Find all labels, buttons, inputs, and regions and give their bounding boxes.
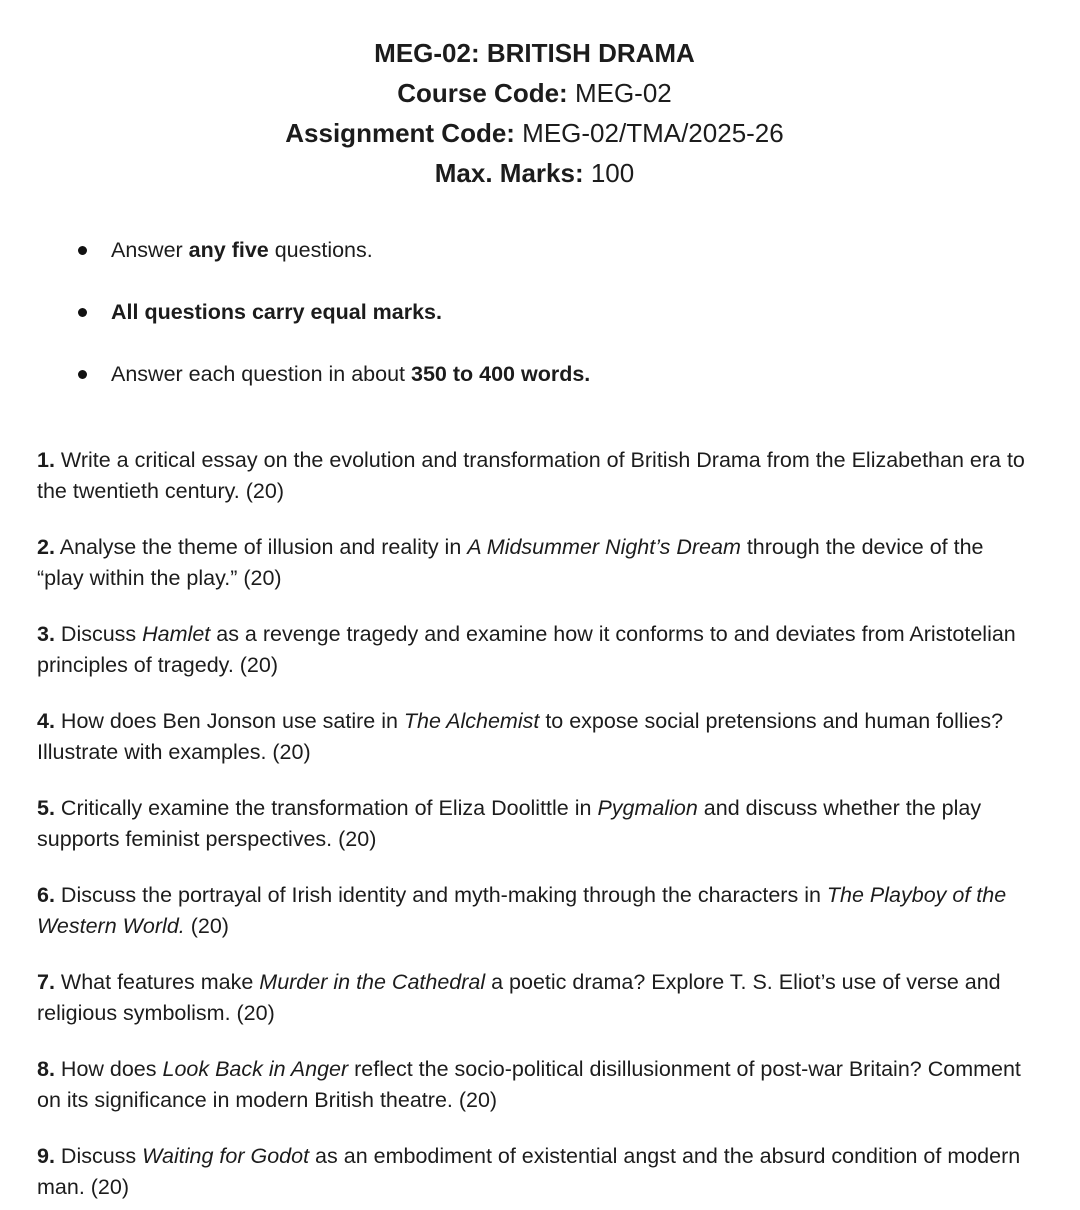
course-code-value: MEG-02 [567,78,672,108]
max-marks-label: Max. Marks: [434,158,584,188]
question-2 [37,532,1032,594]
course-code-line [37,73,1032,113]
question-5 [37,793,1032,855]
question-text: How does [54,1057,163,1081]
question-text: reflect the socio-political disillusionment of post-war Britain? Comment on its significance in modern British theatre. (20) [37,1057,1021,1112]
question-text: (20) [184,914,229,938]
question-text: Discuss the portrayal of Irish identity and myth-making through the characters in [54,883,827,907]
question-number: 3. [37,622,55,646]
max-marks-line [37,153,1032,193]
question-text: and discuss whether the play supports feminist perspectives. (20) [37,796,982,851]
question-title-italic: Murder in the Cathedral [259,970,486,994]
question-text: Analyse the theme of illusion and reality in [54,535,468,559]
questions-section [37,445,1032,1203]
question-number: 6. [37,883,55,907]
question-text: How does Ben Jonson use satire in [54,709,404,733]
question-text: Discuss [54,1144,143,1168]
instruction-text: All questions carry equal marks. [111,300,442,324]
question-7 [37,967,1032,1029]
assignment-code-label: Assignment Code: [285,118,515,148]
instruction-item [37,235,1032,266]
question-text: a poetic drama? Explore T. S. Eliot’s use of verse and religious symbolism. (20) [37,970,1001,1025]
question-9 [37,1141,1032,1203]
bullet-icon [78,246,87,255]
course-code-label: Course Code: [397,78,568,108]
question-number: 4. [37,709,55,733]
question-text: to expose social pretensions and human follies? Illustrate with examples. (20) [37,709,1004,764]
question-text: as an embodiment of existential angst and the absurd condition of modern man. (20) [37,1144,1021,1199]
question-title-italic: The Playboy of the Western World. [37,883,1007,938]
question-title-italic: Pygmalion [597,796,698,820]
instructions-list [37,235,1032,390]
instruction-text: Answer each question in about 350 to 400 words. [111,362,591,386]
max-marks-value: 100 [583,158,635,188]
question-text: Critically examine the transformation of Eliza Doolittle in [54,796,598,820]
question-title-italic: Waiting for Godot [142,1144,310,1168]
question-8 [37,1054,1032,1116]
assignment-code-line [37,113,1032,153]
instruction-item [37,297,1032,328]
question-title-italic: The Alchemist [403,709,540,733]
bullet-icon [78,370,87,379]
bullet-icon [78,308,87,317]
question-3 [37,619,1032,681]
question-number: 5. [37,796,55,820]
question-title-italic: A Midsummer Night’s Dream [467,535,741,559]
question-number: 2. [37,535,55,559]
question-number: 9. [37,1144,55,1168]
document-header [37,33,1032,193]
document-title: MEG-02: BRITISH DRAMA [374,38,695,68]
question-number: 7. [37,970,55,994]
question-text: What features make [54,970,260,994]
question-title-italic: Hamlet [142,622,211,646]
question-text: Discuss [54,622,143,646]
question-text: Write a critical essay on the evolution and transformation of British Drama from the Elizabethan era to the twentieth century. (20) [37,448,1025,503]
question-1 [37,445,1032,507]
question-6 [37,880,1032,942]
question-title-italic: Look Back in Anger [162,1057,349,1081]
question-number: 8. [37,1057,55,1081]
assignment-code-value: MEG-02/TMA/2025-26 [514,118,784,148]
question-4 [37,706,1032,768]
instruction-item [37,359,1032,390]
question-text: through the device of the “play within the play.” (20) [37,535,984,590]
instruction-text: Answer any five questions. [111,238,373,262]
question-number: 1. [37,448,55,472]
question-text: as a revenge tragedy and examine how it conforms to and deviates from Aristotelian principles of tragedy. (20) [37,622,1016,677]
